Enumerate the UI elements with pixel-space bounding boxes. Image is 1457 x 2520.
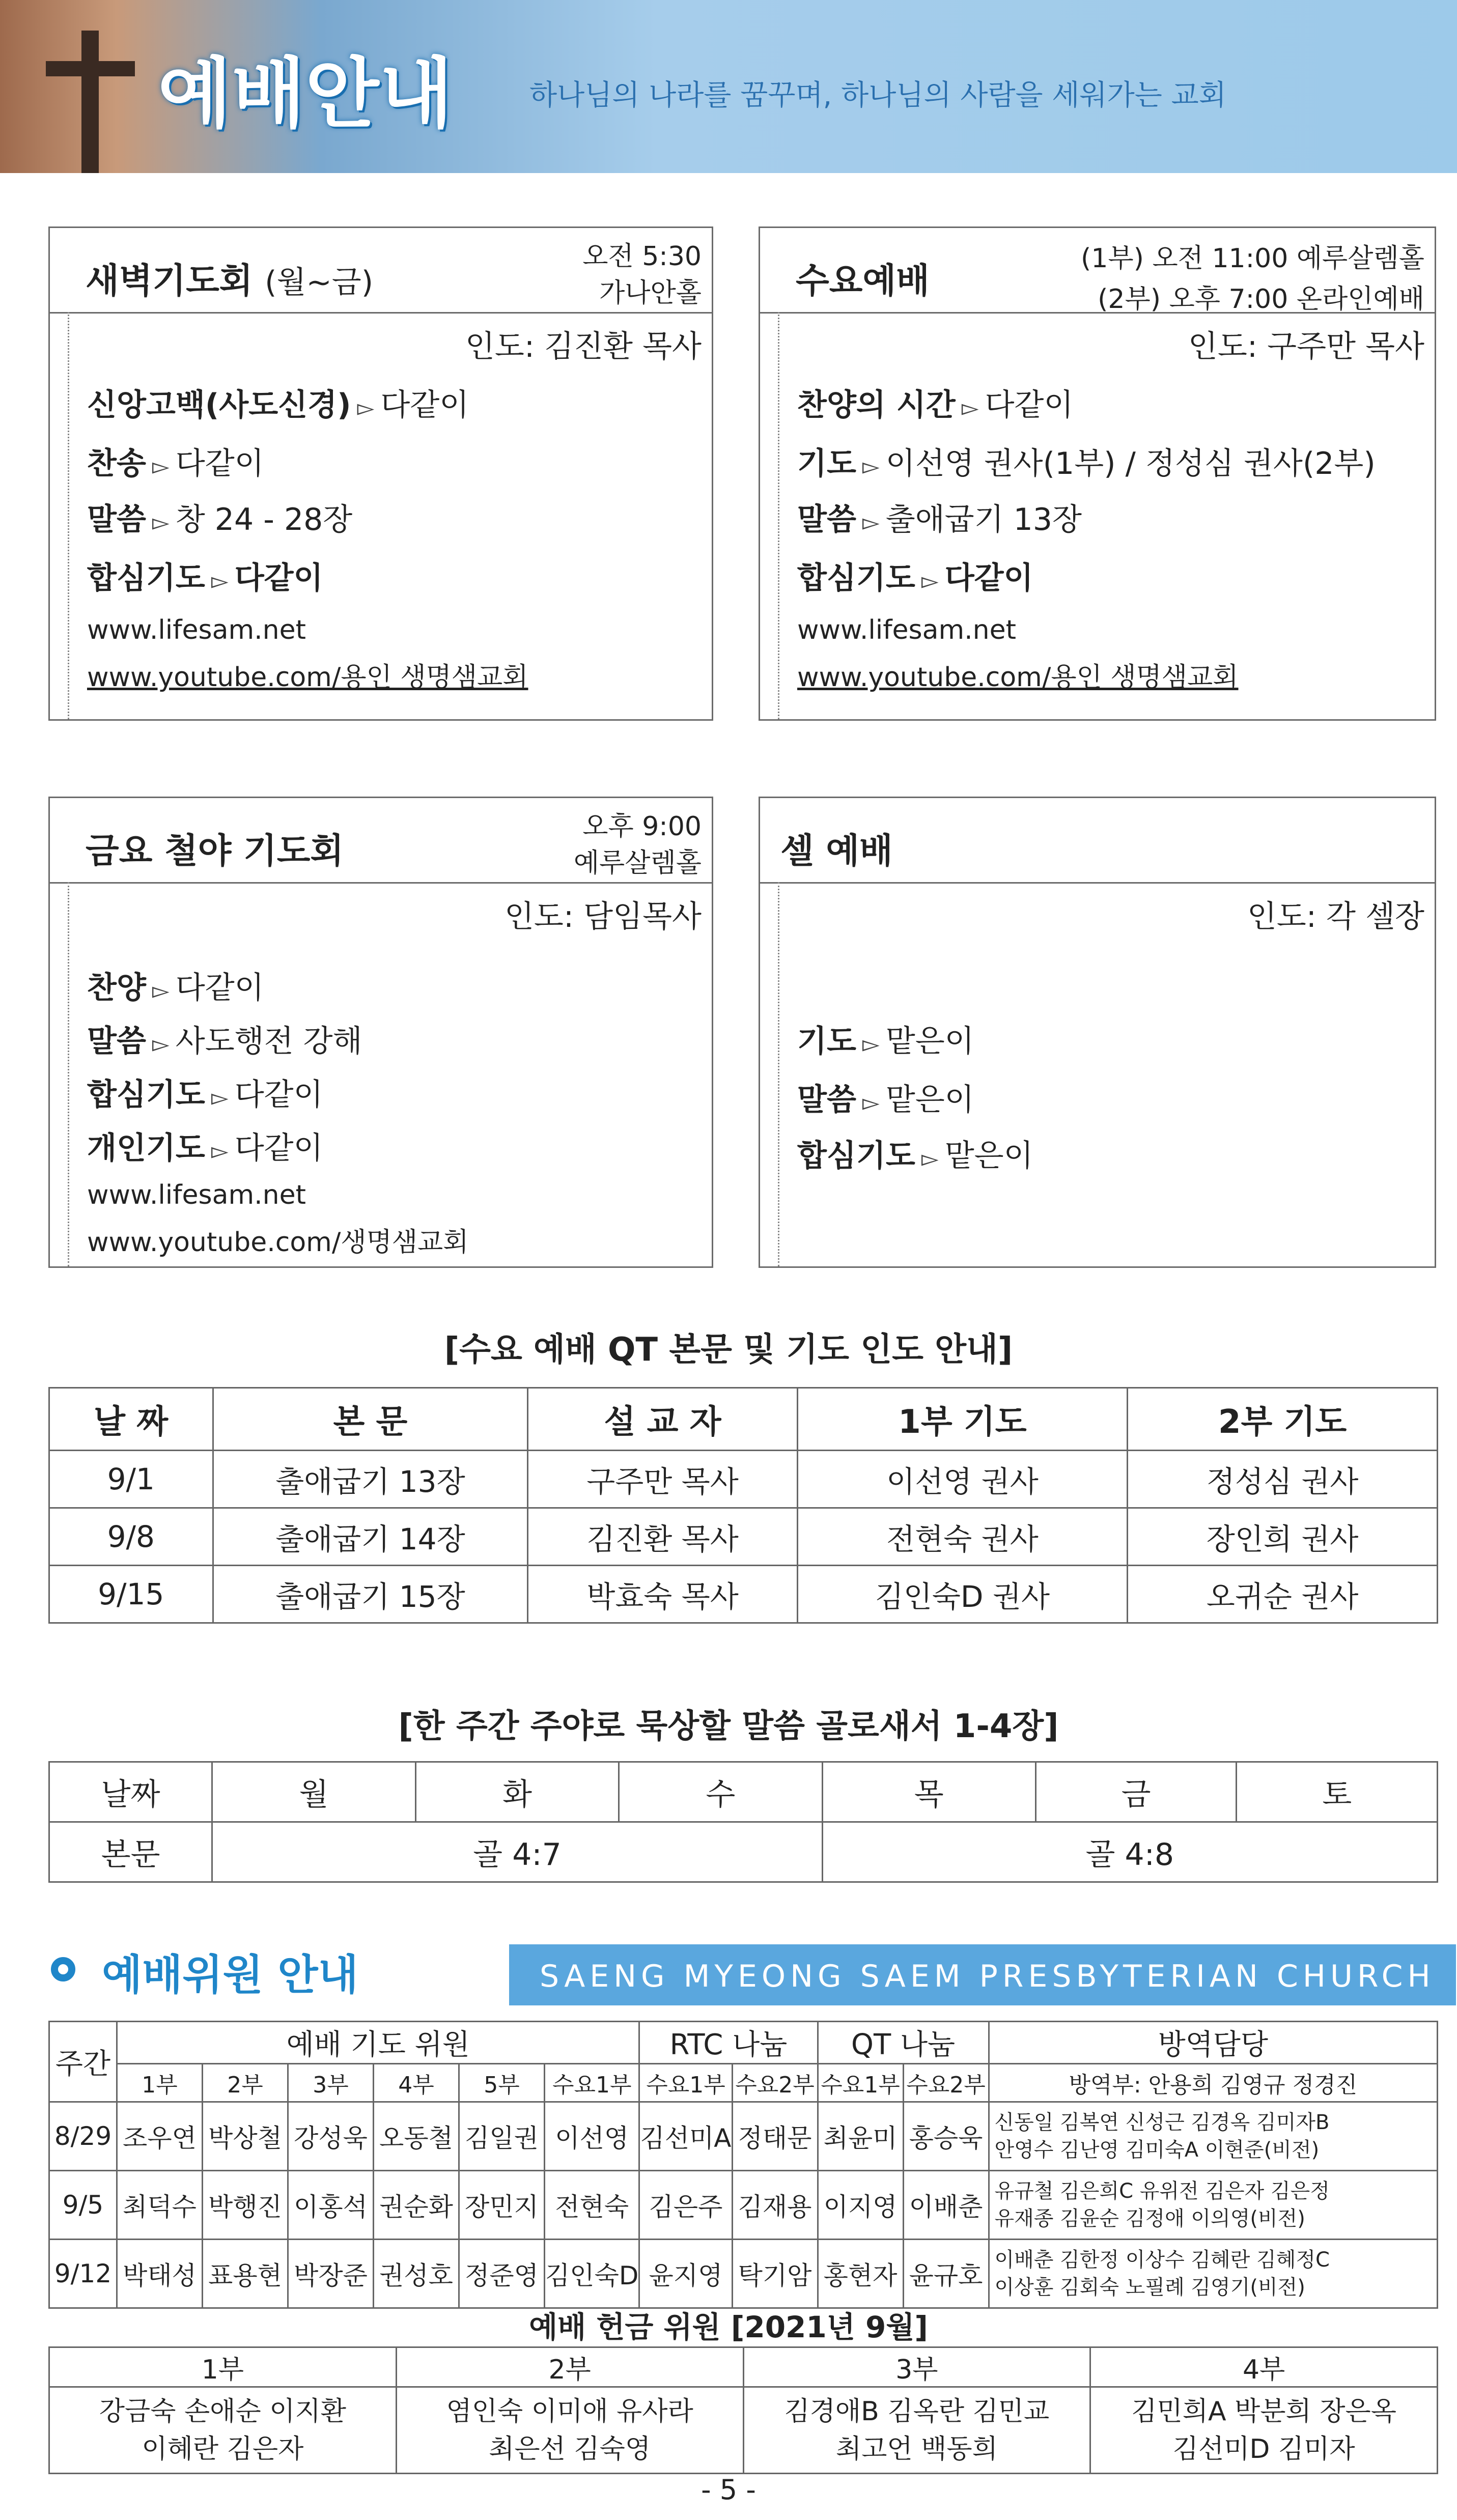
card-title: 셀 예배 xyxy=(780,831,893,871)
table-row: 8/29 조우연 박상철 강성욱 오동철 김일권 이선영 김선미A 정태문 최윤미 홍승욱 신동일 김복연 신성근 김경옥 김미자B 안영수 김난영 김미숙A 이현준(비전) xyxy=(49,2102,1438,2171)
table-row: 강금숙 손애순 이지환 이혜란 김은자 염인숙 이미애 유사라 최은선 김숙영 김경애B 김옥란 김민교 최고언 백동희 김민희A 박분희 장은옥 김선미D 김미자 xyxy=(49,2387,1438,2474)
cross-icon xyxy=(81,31,99,173)
page-title: 예배안내 xyxy=(158,50,453,138)
church-name: SAENG MYEONG SAEM PRESBYTERIAN CHURCH xyxy=(540,1959,1435,1994)
table-header-row: 날짜 월 화 수 목 금 토 xyxy=(49,1762,1438,1822)
card-header xyxy=(760,798,1435,884)
order-item: 기도 ▻ 이선영 권사(1부) / 정성심 권사(2부) xyxy=(797,446,1376,482)
table-row: 본문 골 4:7 골 4:8 xyxy=(49,1822,1438,1882)
youtube-link[interactable]: www.youtube.com/용인 생명샘교회 xyxy=(87,662,528,693)
leader: 인도: 담임목사 xyxy=(504,899,702,935)
order-item: 합심기도 ▻ 다같이 xyxy=(87,1077,323,1113)
website-link[interactable]: www.lifesam.net xyxy=(87,615,306,645)
table-row: 9/12 박태성 표용현 박장준 권성호 정준영 김인숙D 윤지영 탁기암 홍현자 윤규호 이배춘 김한정 이상수 김혜란 김혜정C 이상훈 김회숙 노필례 김영기(비전) xyxy=(49,2240,1438,2308)
order-item: 찬양 ▻ 다같이 xyxy=(87,970,264,1006)
order-item: 신앙고백(사도신경) ▻ 다같이 xyxy=(87,387,469,423)
table-row: 9/5 최덕수 박행진 이홍석 권순화 장민지 전현숙 김은주 김재용 이지영 이배춘 유규철 김은희C 유위전 김은자 김은정 유재종 김윤순 김정애 이의영(비전) xyxy=(49,2171,1438,2240)
card-header xyxy=(50,798,712,884)
order-item: 기도 ▻ 맡은이 xyxy=(797,1024,974,1059)
cell-service-card xyxy=(759,797,1436,1268)
qt-table xyxy=(48,1387,1438,1624)
order-item: 찬송 ▻ 다같이 xyxy=(87,446,264,482)
table-sub-header: 1부 2부 3부 4부 5부 수요1부 수요1부 수요2부 수요1부 수요2부 방역부: 안용희 김영규 정경진 xyxy=(49,2064,1438,2102)
order-item: 말씀 ▻ 사도행전 강해 xyxy=(87,1024,362,1059)
leader: 인도: 구주만 목사 xyxy=(1188,329,1424,364)
order-item: 합심기도 ▻ 맡은이 xyxy=(797,1138,1033,1174)
website-link[interactable]: www.lifesam.net xyxy=(87,1180,306,1210)
card-title: 금요 철야 기도회 xyxy=(86,831,344,871)
card-time: 오전 5:30 가나안홀 xyxy=(582,241,702,308)
dawn-prayer-card xyxy=(48,226,713,721)
staff-section-title: 예배위원 안내 xyxy=(102,1951,358,1999)
weekly-table xyxy=(48,1761,1438,1883)
website-link[interactable]: www.lifesam.net xyxy=(797,615,1017,645)
order-item: 합심기도 ▻ 다같이 xyxy=(87,560,323,596)
card-days: (월~금) xyxy=(265,265,374,300)
table-group-header: 주간 예배 기도 위원 RTC 나눔 QT 나눔 방역담당 xyxy=(49,2022,1438,2064)
card-time: (1부) 오전 11:00 예루살렘홀 (2부) 오후 7:00 온라인예배 xyxy=(1081,243,1424,315)
table-row: 9/15 출애굽기 15장 박효숙 목사 김인숙D 권사 오귀순 권사 xyxy=(49,1566,1438,1623)
offering-table xyxy=(48,2346,1438,2474)
card-title: 새벽기도회 xyxy=(86,261,253,301)
order-item: 찬양의 시간 ▻ 다같이 xyxy=(797,387,1074,423)
card-title: 수요예배 xyxy=(796,261,930,301)
leader: 인도: 각 셀장 xyxy=(1247,899,1424,935)
card-time: 오후 9:00 예루살렘홀 xyxy=(573,811,702,879)
order-item: 합심기도 ▻ 다같이 xyxy=(797,560,1033,596)
page-number: - 5 - xyxy=(701,2474,756,2506)
card-header xyxy=(50,228,712,314)
order-item: 개인기도 ▻ 다같이 xyxy=(87,1130,323,1166)
youtube-link[interactable]: www.youtube.com/생명샘교회 xyxy=(87,1227,469,1258)
leader: 인도: 김진환 목사 xyxy=(465,329,702,364)
offering-title: 예배 헌금 위원 [2021년 9월] xyxy=(529,2310,928,2344)
table-header-row: 1부 2부 3부 4부 xyxy=(49,2347,1438,2387)
table-row: 9/1 출애굽기 13장 구주만 목사 이선영 권사 정성심 권사 xyxy=(49,1451,1438,1508)
card-header xyxy=(760,228,1435,314)
order-item: 말씀 ▻ 창 24 - 28장 xyxy=(87,502,353,537)
staff-table xyxy=(48,2021,1438,2309)
wednesday-service-card xyxy=(759,226,1436,721)
weekly-section-title: [한 주간 주야로 묵상할 말씀 골로새서 1-4장] xyxy=(398,1708,1059,1745)
cross-icon-bar xyxy=(46,61,135,76)
table-header-row: 날 짜 본 문 설 교 자 1부 기도 2부 기도 xyxy=(49,1388,1438,1451)
qt-section-title: [수요 예배 QT 본문 및 기도 인도 안내] xyxy=(444,1331,1013,1369)
order-item: 말씀 ▻ 맡은이 xyxy=(797,1082,974,1118)
friday-prayer-card xyxy=(48,797,713,1268)
church-motto: 하나님의 나라를 꿈꾸며, 하나님의 사람을 세워가는 교회 xyxy=(529,79,1226,112)
table-row: 9/8 출애굽기 14장 김진환 목사 전현숙 권사 장인희 권사 xyxy=(49,1508,1438,1566)
youtube-link[interactable]: www.youtube.com/용인 생명샘교회 xyxy=(797,662,1239,693)
order-item: 말씀 ▻ 출애굽기 13장 xyxy=(797,502,1082,537)
circle-bullet-icon xyxy=(51,1957,75,1981)
